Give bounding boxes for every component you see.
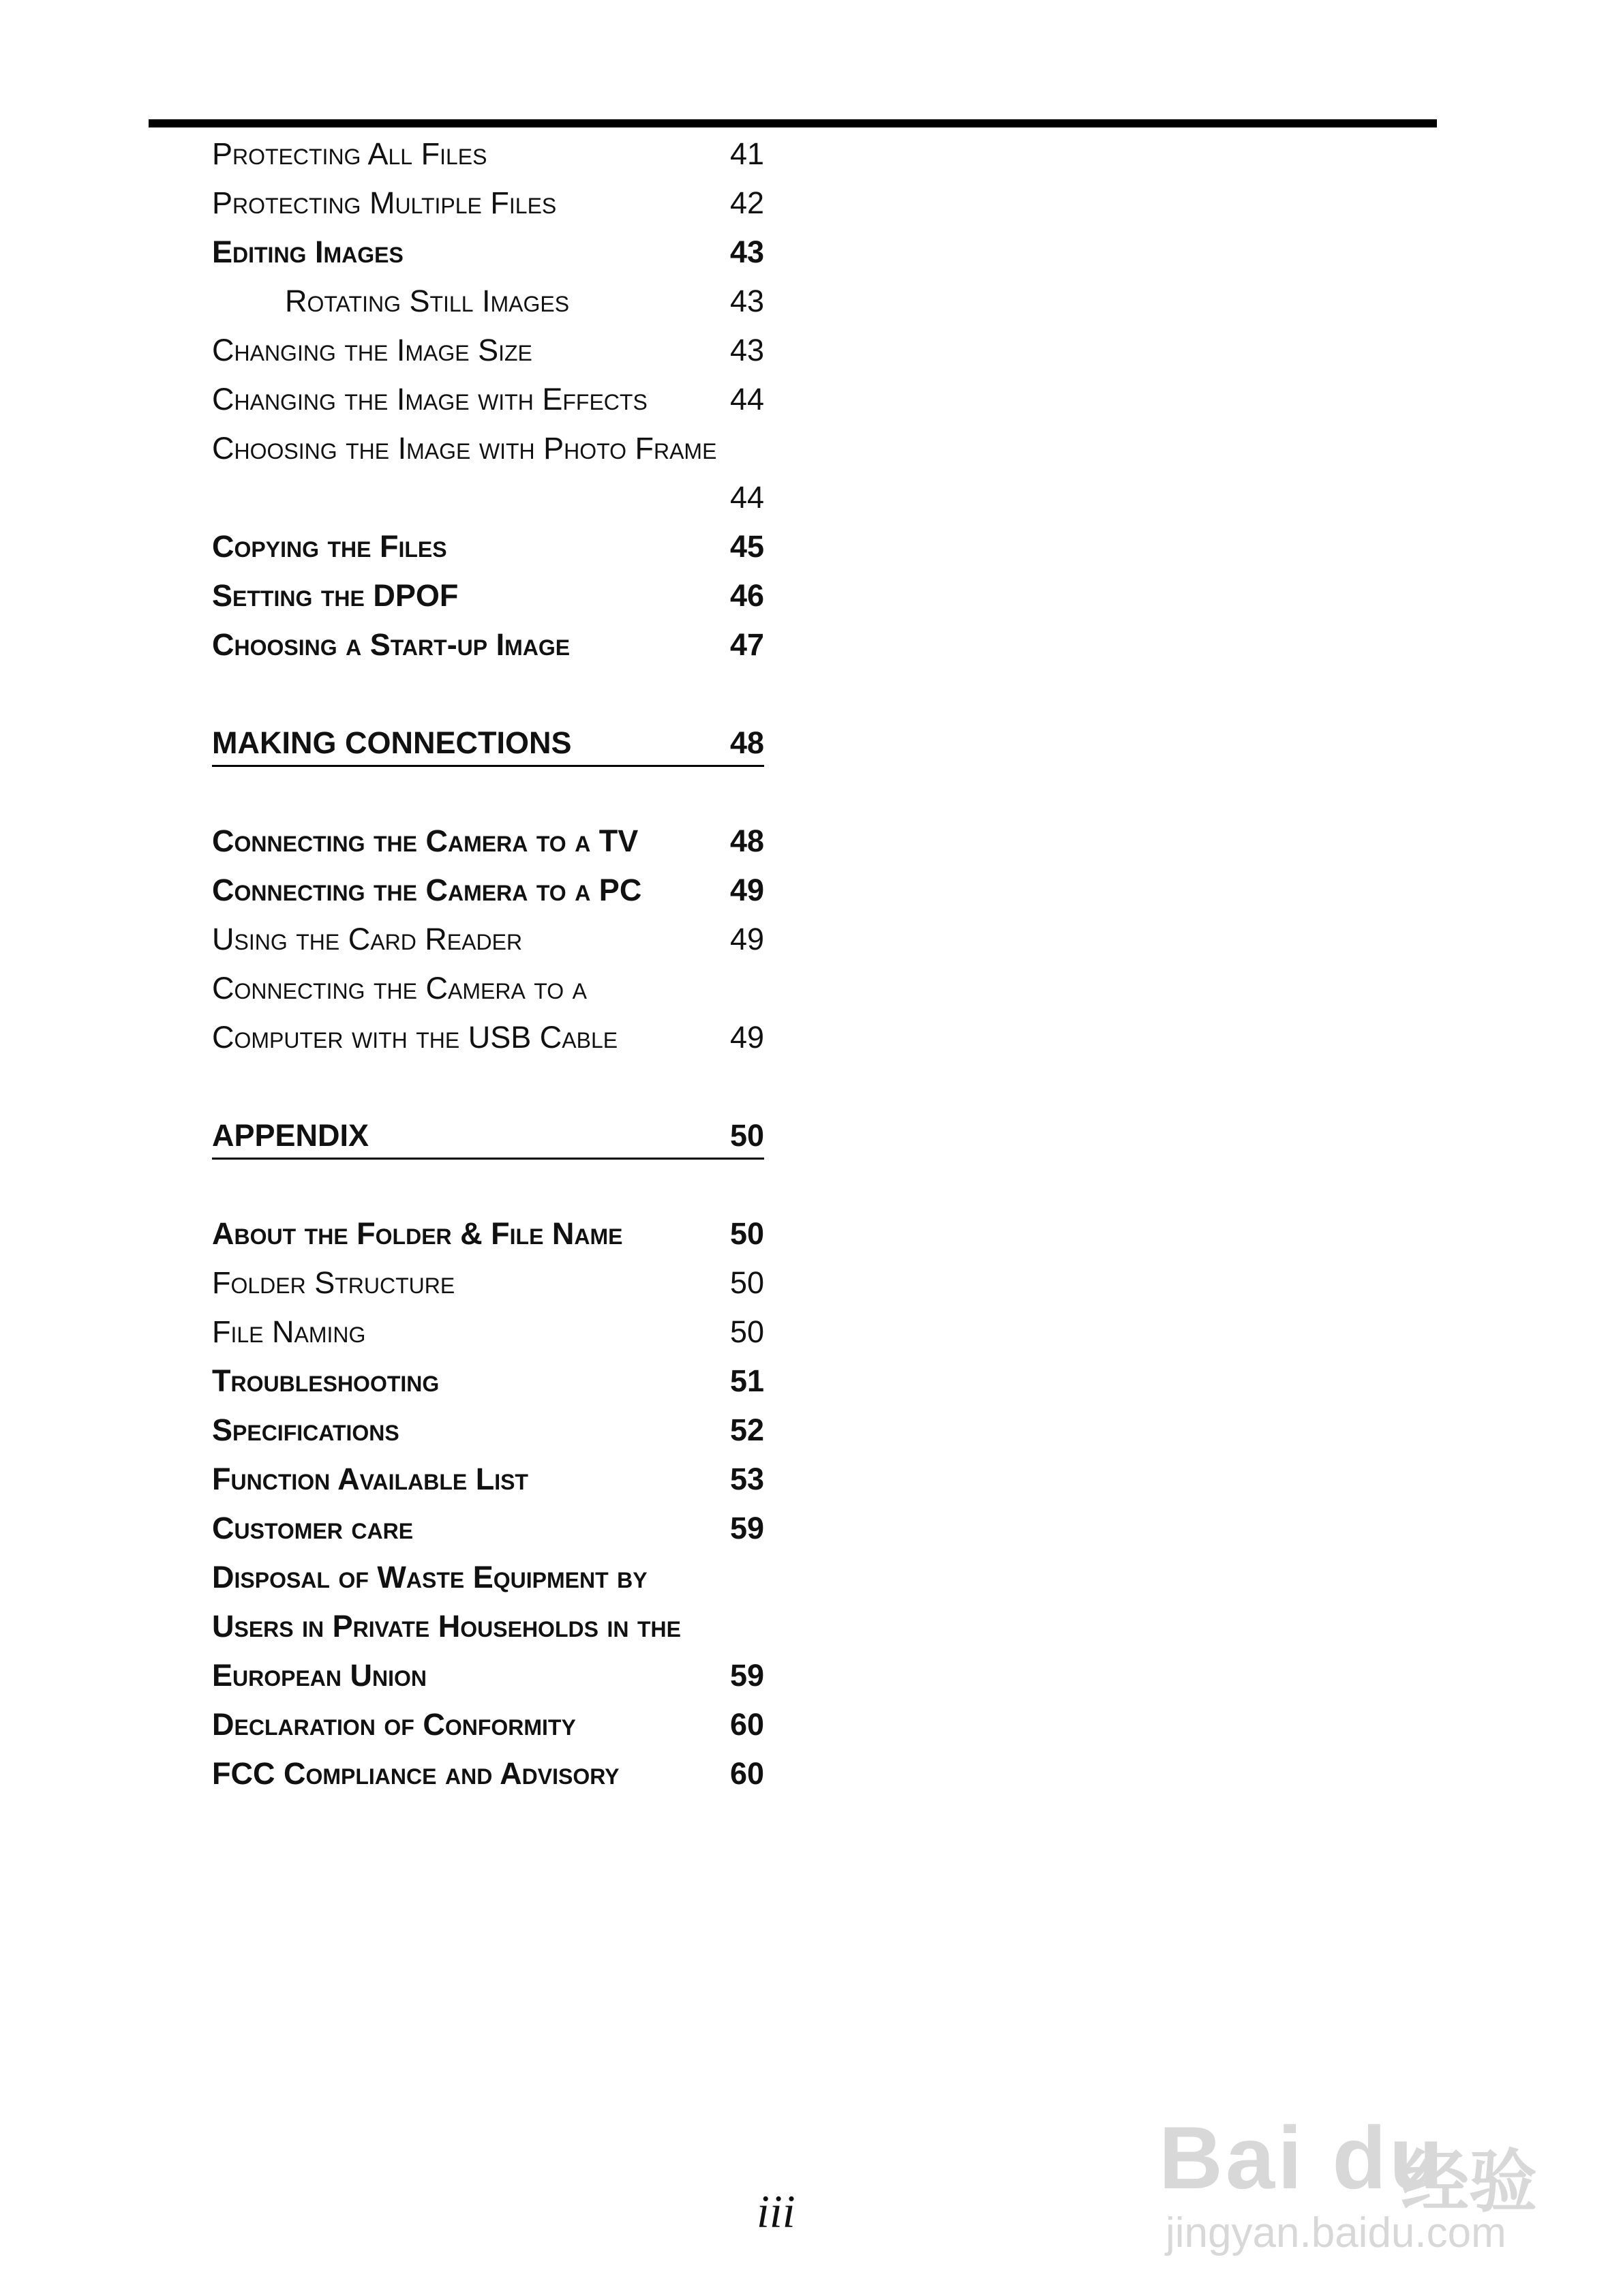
toc-row[interactable] — [212, 1013, 764, 1062]
toc-entry-label: File Naming — [212, 1314, 366, 1349]
toc-entry-label: Users in Private Households in the — [212, 1609, 681, 1644]
watermark-brand: Bai du — [1159, 2108, 1446, 2207]
toc-row[interactable] — [212, 1308, 764, 1357]
toc-entry-label: Connecting the Camera to a — [212, 971, 588, 1006]
toc-entry-page: 51 — [729, 1363, 764, 1398]
toc-row[interactable] — [212, 1553, 764, 1602]
toc-entry-label: Choosing a Start-up Image — [212, 627, 571, 662]
toc-entry-page: 46 — [729, 578, 764, 613]
toc-entry-label: Protecting All Files — [212, 136, 487, 171]
toc-entry-label: Copying the Files — [212, 529, 447, 564]
toc-entry-label: Folder Structure — [212, 1265, 455, 1300]
toc-row[interactable] — [212, 1209, 764, 1258]
toc-entry-page: 43 — [729, 284, 764, 318]
toc-entry-label: Choosing the Image with Photo Frame — [212, 431, 717, 466]
toc-entry-label: Connecting the Camera to a TV — [212, 824, 639, 858]
toc-entry-page: 44 — [729, 480, 764, 515]
toc-entry-page: 41 — [729, 136, 764, 171]
section-heading[interactable] — [212, 719, 764, 767]
watermark-chinese: 经验 — [1401, 2144, 1537, 2220]
toc-entry-label: Disposal of Waste Equipment by — [212, 1560, 648, 1595]
toc-entry-page: 59 — [729, 1658, 764, 1693]
toc-entry-page: 52 — [729, 1413, 764, 1447]
toc-entry-label: Changing the Image Size — [212, 333, 532, 367]
toc-entry-label: Using the Card Reader — [212, 922, 523, 956]
toc-entry-label: Declaration of Conformity — [212, 1707, 576, 1742]
baidu-watermark — [1159, 2066, 1541, 2256]
toc-row[interactable] — [212, 179, 764, 228]
toc-row[interactable] — [212, 424, 764, 473]
toc-row[interactable] — [212, 1700, 764, 1749]
toc-entry-page: 42 — [729, 185, 764, 220]
toc-entry-page: 49 — [729, 922, 764, 956]
toc-row[interactable] — [212, 130, 764, 179]
toc-row[interactable] — [212, 228, 764, 277]
section-heading-label: MAKING CONNECTIONS — [212, 725, 572, 760]
toc-entry-label: Customer care — [212, 1511, 414, 1545]
toc-entry-page: 50 — [729, 1314, 764, 1349]
toc-row[interactable] — [212, 1749, 764, 1798]
toc-row[interactable] — [212, 375, 764, 424]
toc-entry-label: Troubleshooting — [212, 1363, 440, 1398]
section-heading-label: APPENDIX — [212, 1118, 369, 1153]
toc-entry-page: 47 — [729, 627, 764, 662]
watermark-site: jingyan.baidu.com — [1166, 2209, 1506, 2256]
toc-entry-page: 60 — [729, 1707, 764, 1742]
toc-entry-page: 44 — [729, 382, 764, 417]
toc-entry-page: 43 — [729, 235, 764, 269]
toc-row[interactable] — [212, 1504, 764, 1553]
toc-row[interactable] — [212, 326, 764, 375]
toc-entry-label: Changing the Image with Effects — [212, 382, 648, 417]
toc-row[interactable] — [212, 1406, 764, 1455]
toc-row[interactable] — [212, 1455, 764, 1504]
toc-entry-page: 50 — [729, 1265, 764, 1300]
toc-entry-label: Computer with the USB Cable — [212, 1020, 618, 1055]
toc-entry-page: 53 — [729, 1462, 764, 1496]
toc-row[interactable] — [212, 1258, 764, 1308]
toc-entry-page: 43 — [729, 333, 764, 367]
toc-row[interactable] — [212, 522, 764, 571]
toc-entry-page: 45 — [729, 529, 764, 564]
toc-row[interactable] — [212, 915, 764, 964]
section-heading-page: 50 — [729, 1118, 764, 1153]
toc-entry-label: Rotating Still Images — [285, 284, 570, 318]
toc-row[interactable] — [212, 817, 764, 866]
toc-row[interactable] — [212, 1602, 764, 1651]
toc-entry-label: European Union — [212, 1658, 427, 1693]
section-heading[interactable] — [212, 1111, 764, 1160]
toc-entry-label: Connecting the Camera to a PC — [212, 873, 642, 907]
toc-entry-label: FCC Compliance and Advisory — [212, 1756, 620, 1791]
toc-entry-page: 60 — [729, 1756, 764, 1791]
page-number: iii — [757, 2186, 795, 2237]
toc-row[interactable] — [212, 571, 764, 620]
toc-row[interactable] — [212, 277, 764, 326]
toc-entry-label: Setting the DPOF — [212, 578, 459, 613]
toc-entry-page: 49 — [729, 1020, 764, 1055]
toc-entry-label: Specifications — [212, 1413, 399, 1447]
toc-entry-label: Function Available List — [212, 1462, 528, 1496]
toc-entry-label: Editing Images — [212, 235, 404, 269]
toc-entry-page: 50 — [729, 1216, 764, 1251]
section-heading-page: 48 — [729, 725, 764, 760]
toc-entry-page: 48 — [729, 824, 764, 858]
toc-row[interactable] — [212, 473, 764, 522]
toc-row[interactable] — [212, 866, 764, 915]
toc-row[interactable] — [212, 620, 764, 669]
toc-entry-page: 59 — [729, 1511, 764, 1545]
toc-row[interactable] — [212, 1357, 764, 1406]
toc-entry-label: Protecting Multiple Files — [212, 185, 557, 220]
toc-row[interactable] — [212, 964, 764, 1013]
toc-row[interactable] — [212, 1651, 764, 1700]
toc-entry-label: About the Folder & File Name — [212, 1216, 623, 1251]
toc-entry-page: 49 — [729, 873, 764, 907]
